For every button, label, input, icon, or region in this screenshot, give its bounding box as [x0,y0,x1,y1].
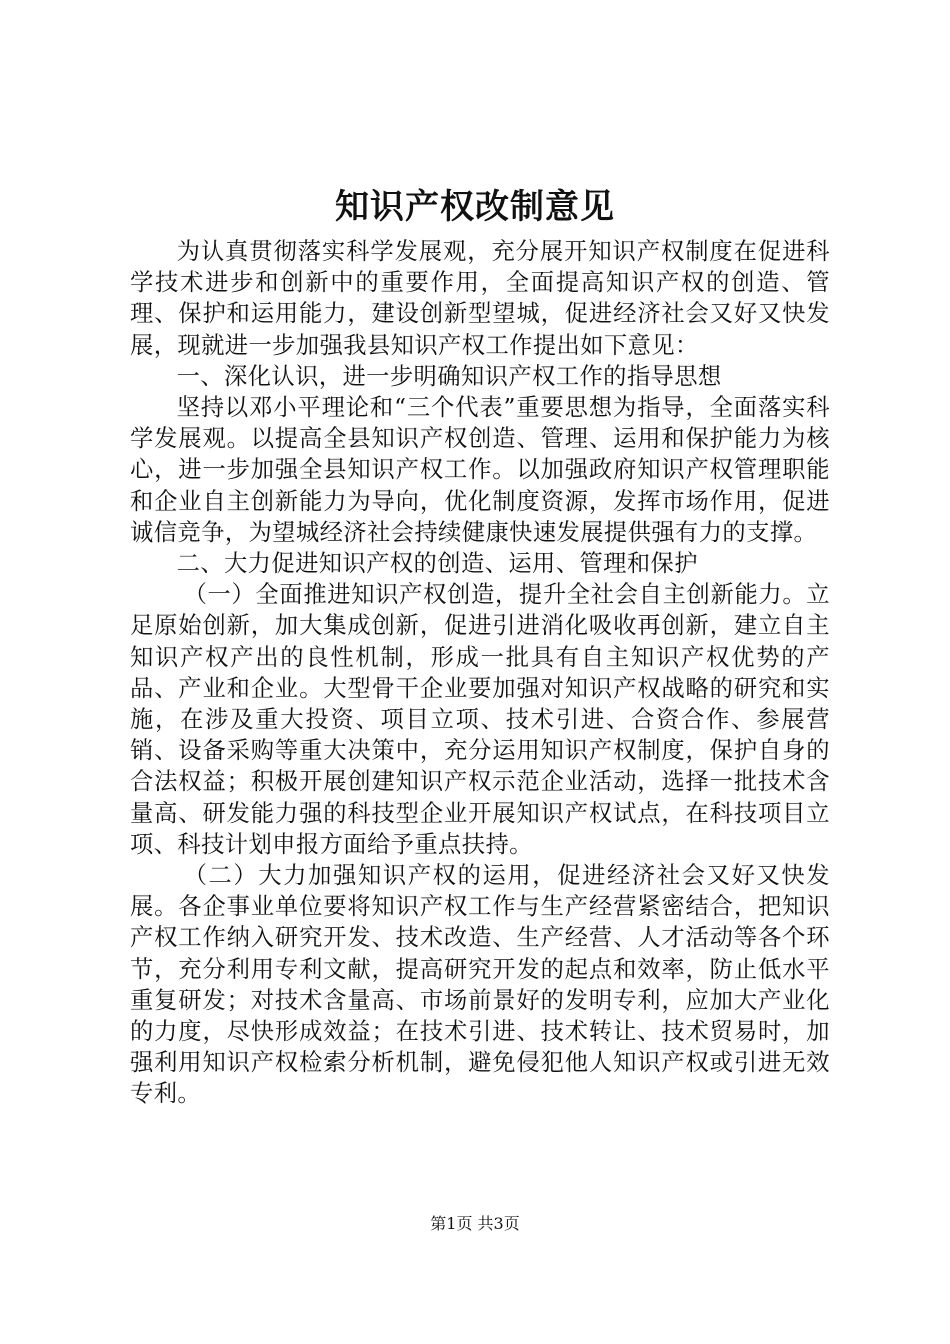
document-body [130,236,830,1110]
page-footer: 第1页 共3页 [430,1214,520,1233]
intro-paragraph: 为认真贯彻落实科学发展观，充分展开知识产权制度在促进科学技术进步和创新中的重要作用，全面提高知识产权的创造、管理、保护和运用能力，建设创新型望城，促进经济社会又好又快发展，现就进一步加强我县知识产权工作提出如下意见： [130,238,830,359]
subsection-paragraph-2: （二）大力加强知识产权的运用，促进经济社会又好又快发展。各企事业单位要将知识产权工作与生产经营紧密结合，把知识产权工作纳入研究开发、技术改造、生产经营、人才活动等各个环节，充分利用专利文献，提高研究开发的起点和效率，防止低水平重复研发；对技术含量高、市场前景好的发明专利，应加大产业化的力度，尽快形成效益；在技术引进、技术转让、技术贸易时，加强利用知识产权检索分析机制，避免侵犯他人知识产权或引进无效专利。 [130,862,830,1108]
document-title: 知识产权改制意见 [335,187,615,227]
guiding-ideology-paragraph: 坚持以邓小平理论和“三个代表”重要思想为指导，全面落实科学发展观。以提高全县知识产权创造、管理、运用和保护能力为核心，进一步加强全县知识产权工作。以加强政府知识产权管理职能和企业自主创新能力为导向，优化制度资源，发挥市场作用，促进诚信竞争，为望城经济社会持续健康快速发展提供强有力的支撑。 [130,394,830,546]
section-heading-1: 一、深化认识，进一步明确知识产权工作的指导思想 [176,362,722,390]
section-heading-2: 二、大力促进知识产权的创造、运用、管理和保护 [176,550,698,578]
subsection-paragraph-1: （一）全面推进知识产权创造，提升全社会自主创新能力。立足原始创新，加大集成创新，促进引进消化吸收再创新，建立自主知识产权产出的良性机制，形成一批具有自主知识产权优势的产品、产业和企业。大型骨干企业要加强对知识产权战略的研究和实施，在涉及重大投资、项目立项、技术引进、合资合作、参展营销、设备采购等重大决策中，充分运用知识产权制度，保护自身的合法权益；积极开展创建知识产权示范企业活动，选择一批技术含量高、研发能力强的科技型企业开展知识产权试点，在科技项目立项、科技计划申报方面给予重点扶持。 [130,581,830,858]
